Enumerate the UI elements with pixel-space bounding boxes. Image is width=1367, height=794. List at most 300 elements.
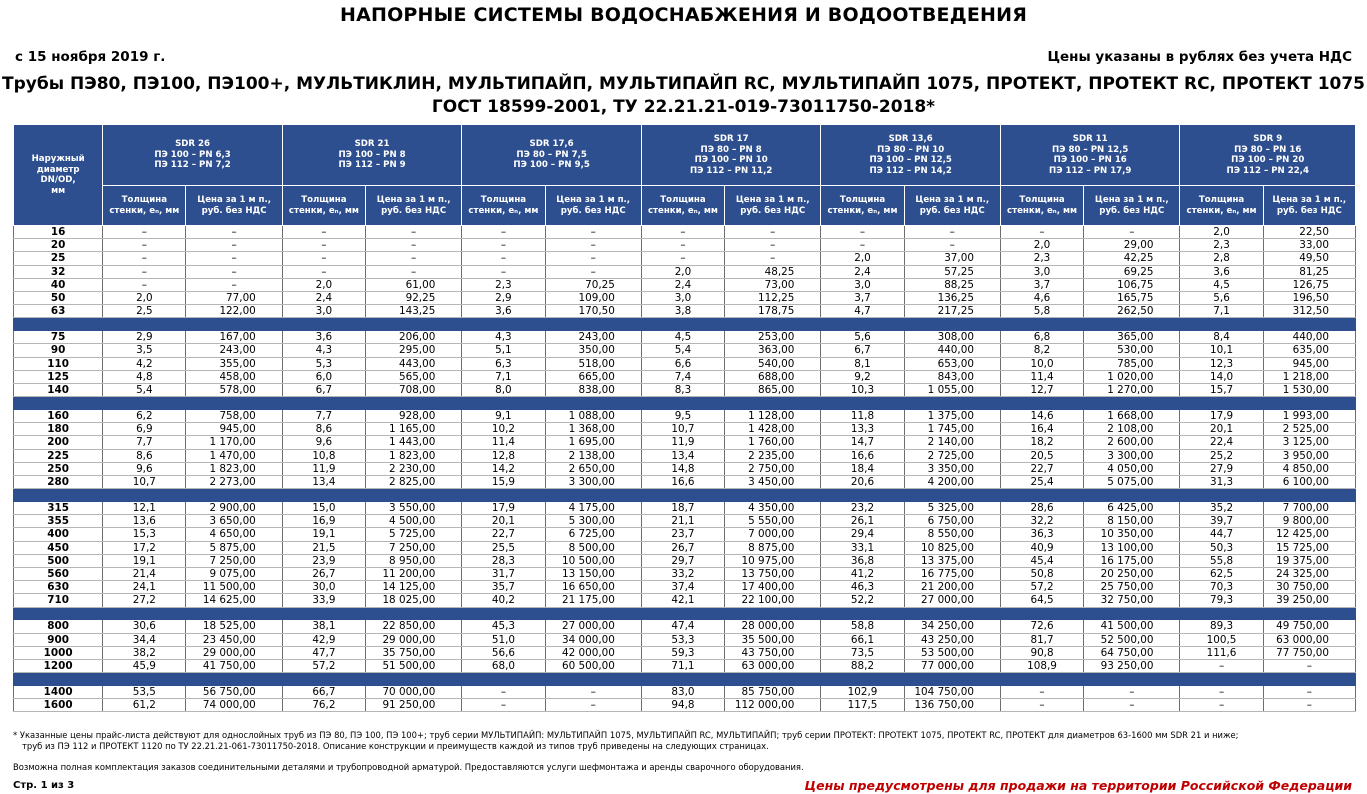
price-cell: –	[186, 239, 282, 252]
price-cell: 2 140,00	[904, 436, 1000, 449]
thickness-cell: 12,8	[462, 449, 545, 462]
thickness-cell: 53,5	[103, 686, 186, 699]
price-cell: 35 750,00	[365, 646, 461, 659]
price-cell: 17 400,00	[725, 581, 821, 594]
thickness-cell: 3,6	[462, 305, 545, 318]
price-cell: 34 250,00	[904, 620, 1000, 633]
price-cell: –	[365, 252, 461, 265]
thickness-cell: 32,2	[1000, 515, 1083, 528]
thickness-cell: –	[462, 265, 545, 278]
thickness-cell: 16,6	[641, 476, 724, 489]
thickness-cell: –	[103, 252, 186, 265]
thickness-cell: 5,8	[1000, 305, 1083, 318]
price-cell: 8 950,00	[365, 554, 461, 567]
thickness-cell: 9,1	[462, 410, 545, 423]
thickness-cell: 19,1	[103, 554, 186, 567]
price-cell: 122,00	[186, 305, 282, 318]
price-cell: 758,00	[186, 410, 282, 423]
thickness-cell: 7,7	[103, 436, 186, 449]
thickness-cell: 20,6	[821, 476, 904, 489]
thickness-cell: 27,2	[103, 594, 186, 607]
price-cell: 49 750,00	[1263, 620, 1355, 633]
price-cell: 1 470,00	[186, 449, 282, 462]
thickness-cell: 9,5	[641, 410, 724, 423]
thickness-cell: 25,5	[462, 541, 545, 554]
price-cell: 30 750,00	[1263, 581, 1355, 594]
header-sdr-group: SDR 21 ПЭ 100 – PN 8 ПЭ 112 – PN 9	[282, 125, 462, 186]
price-cell: 355,00	[186, 357, 282, 370]
price-cell: 48,25	[725, 265, 821, 278]
price-cell: 1 020,00	[1084, 370, 1180, 383]
thickness-cell: 42,1	[641, 594, 724, 607]
thickness-cell: 35,2	[1180, 502, 1263, 515]
thickness-cell: –	[1000, 699, 1083, 712]
thickness-cell: 66,7	[282, 686, 365, 699]
price-cell: 39 250,00	[1263, 594, 1355, 607]
thickness-cell: 45,4	[1000, 554, 1083, 567]
table-row	[14, 620, 1356, 633]
price-cell: 945,00	[186, 423, 282, 436]
thickness-cell: 12,7	[1000, 384, 1083, 397]
diameter-cell: 200	[14, 436, 103, 449]
price-cell: 8 550,00	[904, 528, 1000, 541]
thickness-cell: 66,1	[821, 633, 904, 646]
price-cell: 22,50	[1263, 226, 1355, 239]
diameter-cell: 16	[14, 226, 103, 239]
price-cell: –	[1263, 686, 1355, 699]
price-cell: 18 025,00	[365, 594, 461, 607]
price-cell: 565,00	[365, 370, 461, 383]
price-cell: 5 300,00	[545, 515, 641, 528]
header-sdr-group: SDR 26 ПЭ 100 – PN 6,3 ПЭ 112 – PN 7,2	[103, 125, 283, 186]
price-cell: 106,75	[1084, 278, 1180, 291]
thickness-cell: 13,4	[282, 476, 365, 489]
diameter-cell: 560	[14, 568, 103, 581]
thickness-cell: 53,3	[641, 633, 724, 646]
table-row	[14, 541, 1356, 554]
table-row	[14, 515, 1356, 528]
header-sdr-group: SDR 9 ПЭ 80 – PN 16 ПЭ 100 – PN 20 ПЭ 112 – PN 22,4	[1180, 125, 1356, 186]
price-cell: 5 075,00	[1084, 476, 1180, 489]
diameter-cell: 140	[14, 384, 103, 397]
price-cell: 458,00	[186, 370, 282, 383]
price-cell: 70 000,00	[365, 686, 461, 699]
price-cell: 22 100,00	[725, 594, 821, 607]
table-row	[14, 449, 1356, 462]
price-cell: 10 975,00	[725, 554, 821, 567]
price-cell: 49,50	[1263, 252, 1355, 265]
thickness-cell: –	[641, 239, 724, 252]
thickness-cell: 61,2	[103, 699, 186, 712]
price-cell: –	[365, 265, 461, 278]
thickness-cell: 26,7	[282, 568, 365, 581]
thickness-cell: 23,2	[821, 502, 904, 515]
header-sdr-group: SDR 11 ПЭ 80 – PN 12,5 ПЭ 100 – PN 16 ПЭ 112 – PN 17,9	[1000, 125, 1180, 186]
price-cell: 16 650,00	[545, 581, 641, 594]
price-cell: 29,00	[1084, 239, 1180, 252]
thickness-cell: 14,8	[641, 462, 724, 475]
price-cell: –	[1263, 660, 1355, 673]
price-cell: 81,25	[1263, 265, 1355, 278]
price-cell: 27 000,00	[545, 620, 641, 633]
price-cell: 1 823,00	[186, 462, 282, 475]
price-cell: 167,00	[186, 331, 282, 344]
header-sdr-group: SDR 17 ПЭ 80 – PN 8 ПЭ 100 – PN 10 ПЭ 112 – PN 11,2	[641, 125, 821, 186]
price-cell: –	[1263, 699, 1355, 712]
thickness-cell: –	[462, 699, 545, 712]
price-cell: 217,25	[904, 305, 1000, 318]
price-cell: 6 100,00	[1263, 476, 1355, 489]
price-cell: 3 300,00	[1084, 449, 1180, 462]
group-separator	[14, 489, 1356, 502]
price-cell: 13 375,00	[904, 554, 1000, 567]
thickness-cell: 7,4	[641, 370, 724, 383]
table-row	[14, 423, 1356, 436]
diameter-cell: 450	[14, 541, 103, 554]
thickness-cell: 8,3	[641, 384, 724, 397]
header-sdr-group: SDR 17,6 ПЭ 80 – PN 7,5 ПЭ 100 – PN 9,5	[462, 125, 642, 186]
price-cell: 27 000,00	[904, 594, 1000, 607]
price-cell: 170,50	[545, 305, 641, 318]
price-cell: 136,25	[904, 292, 1000, 305]
table-row	[14, 502, 1356, 515]
price-cell: 243,00	[545, 331, 641, 344]
thickness-cell: 11,8	[821, 410, 904, 423]
price-cell: –	[365, 226, 461, 239]
diameter-cell: 1600	[14, 699, 103, 712]
thickness-cell: 10,7	[103, 476, 186, 489]
price-cell: 63 000,00	[725, 660, 821, 673]
price-cell: 136 750,00	[904, 699, 1000, 712]
thickness-cell: 57,2	[282, 660, 365, 673]
price-cell: 350,00	[545, 344, 641, 357]
price-cell: 253,00	[725, 331, 821, 344]
price-cell: 10 500,00	[545, 554, 641, 567]
thickness-cell: –	[462, 252, 545, 265]
price-cell: 653,00	[904, 357, 1000, 370]
thickness-cell: 40,2	[462, 594, 545, 607]
price-cell: 295,00	[365, 344, 461, 357]
price-cell: 70,25	[545, 278, 641, 291]
thickness-cell: 10,8	[282, 449, 365, 462]
price-cell: 12 425,00	[1263, 528, 1355, 541]
diameter-cell: 32	[14, 265, 103, 278]
price-cell: –	[1084, 686, 1180, 699]
thickness-cell: 11,9	[282, 462, 365, 475]
price-cell: 7 700,00	[1263, 502, 1355, 515]
thickness-cell: 26,7	[641, 541, 724, 554]
price-cell: 4 650,00	[186, 528, 282, 541]
thickness-cell: –	[641, 252, 724, 265]
price-cell: 93 250,00	[1084, 660, 1180, 673]
price-cell: –	[725, 252, 821, 265]
price-cell: 1 745,00	[904, 423, 1000, 436]
thickness-cell: 37,4	[641, 581, 724, 594]
price-cell: 1 428,00	[725, 423, 821, 436]
price-cell: 69,25	[1084, 265, 1180, 278]
price-cell: 29 000,00	[365, 633, 461, 646]
price-cell: 688,00	[725, 370, 821, 383]
diameter-cell: 20	[14, 239, 103, 252]
price-cell: 540,00	[725, 357, 821, 370]
diameter-cell: 63	[14, 305, 103, 318]
thickness-cell: 58,8	[821, 620, 904, 633]
price-cell: 14 125,00	[365, 581, 461, 594]
thickness-cell: 6,8	[1000, 331, 1083, 344]
price-cell: 708,00	[365, 384, 461, 397]
thickness-cell: 55,8	[1180, 554, 1263, 567]
thickness-cell: 50,3	[1180, 541, 1263, 554]
price-cell: 6 725,00	[545, 528, 641, 541]
thickness-cell: 46,3	[821, 581, 904, 594]
price-cell: 34 000,00	[545, 633, 641, 646]
diameter-cell: 75	[14, 331, 103, 344]
price-cell: 1 218,00	[1263, 370, 1355, 383]
table-row	[14, 410, 1356, 423]
thickness-cell: 4,3	[282, 344, 365, 357]
price-cell: 28 000,00	[725, 620, 821, 633]
thickness-cell: 8,1	[821, 357, 904, 370]
price-cell: 312,50	[1263, 305, 1355, 318]
header-price-per-meter: Цена за 1 м п., руб. без НДС	[545, 186, 641, 226]
price-cell: 18 525,00	[186, 620, 282, 633]
price-cell: –	[365, 239, 461, 252]
thickness-cell: 20,1	[462, 515, 545, 528]
price-cell: 2 235,00	[725, 449, 821, 462]
price-cell: 1 270,00	[1084, 384, 1180, 397]
thickness-cell: 8,0	[462, 384, 545, 397]
price-cell: 2 525,00	[1263, 423, 1355, 436]
price-cell: 838,00	[545, 384, 641, 397]
thickness-cell: –	[103, 278, 186, 291]
thickness-cell: 12,3	[1180, 357, 1263, 370]
thickness-cell: 6,7	[821, 344, 904, 357]
price-cell: 13 150,00	[545, 568, 641, 581]
thickness-cell: 5,3	[282, 357, 365, 370]
price-cell: 42,25	[1084, 252, 1180, 265]
thickness-cell: 3,0	[821, 278, 904, 291]
thickness-cell: 108,9	[1000, 660, 1083, 673]
table-row	[14, 226, 1356, 239]
price-cell: 22 850,00	[365, 620, 461, 633]
thickness-cell: 26,1	[821, 515, 904, 528]
price-cell: –	[1084, 699, 1180, 712]
price-cell: 1 055,00	[904, 384, 1000, 397]
thickness-cell: 2,4	[641, 278, 724, 291]
diameter-cell: 500	[14, 554, 103, 567]
table-row	[14, 344, 1356, 357]
price-cell: 63 000,00	[1263, 633, 1355, 646]
thickness-cell: 3,6	[282, 331, 365, 344]
header-price-per-meter: Цена за 1 м п., руб. без НДС	[1084, 186, 1180, 226]
thickness-cell: 18,7	[641, 502, 724, 515]
thickness-cell: 31,3	[1180, 476, 1263, 489]
footnote-scope: * Указанные цены прайс-листа действуют для однослойных труб из ПЭ 80, ПЭ 100, ПЭ 100+; труб серии МУЛЬТИПАЙП: МУЛЬТИПАЙП 1075, МУЛЬТИПАЙП RC, МУЛЬТИПАЙП; труб серии ПРОТЕКТ: ПРОТЕКТ 1075, ПРОТЕКТ RC, ПРОТЕКТ для диаметров 63-1600 мм SDR 21 и ниже;	[13, 730, 1239, 740]
thickness-cell: 29,4	[821, 528, 904, 541]
thickness-cell: 51,0	[462, 633, 545, 646]
diameter-cell: 800	[14, 620, 103, 633]
price-cell: 73,00	[725, 278, 821, 291]
effective-date: с 15 ноября 2019 г.	[15, 49, 166, 65]
thickness-cell: 73,5	[821, 646, 904, 659]
diameter-cell: 710	[14, 594, 103, 607]
thickness-cell: –	[103, 239, 186, 252]
price-cell: 2 273,00	[186, 476, 282, 489]
table-row	[14, 278, 1356, 291]
price-cell: 14 625,00	[186, 594, 282, 607]
price-cell: 20 250,00	[1084, 568, 1180, 581]
thickness-cell: 9,6	[103, 462, 186, 475]
header-wall-thickness: Толщина стенки, eₙ, мм	[103, 186, 186, 226]
price-cell: 1 088,00	[545, 410, 641, 423]
thickness-cell: 31,7	[462, 568, 545, 581]
table-row	[14, 384, 1356, 397]
thickness-cell: –	[1180, 660, 1263, 673]
thickness-cell: 2,3	[1180, 239, 1263, 252]
thickness-cell: 21,1	[641, 515, 724, 528]
table-row	[14, 594, 1356, 607]
table-row	[14, 646, 1356, 659]
group-separator	[14, 673, 1356, 686]
price-cell: 1 695,00	[545, 436, 641, 449]
price-cell: –	[545, 226, 641, 239]
diameter-cell: 90	[14, 344, 103, 357]
price-cell: –	[904, 239, 1000, 252]
price-cell: 13 100,00	[1084, 541, 1180, 554]
thickness-cell: 13,6	[103, 515, 186, 528]
thickness-cell: 3,0	[641, 292, 724, 305]
price-cell: 2 750,00	[725, 462, 821, 475]
price-cell: 41 750,00	[186, 660, 282, 673]
price-cell: 518,00	[545, 357, 641, 370]
price-cell: –	[904, 226, 1000, 239]
diameter-cell: 250	[14, 462, 103, 475]
thickness-cell: 40,9	[1000, 541, 1083, 554]
thickness-cell: 17,2	[103, 541, 186, 554]
price-cell: 5 550,00	[725, 515, 821, 528]
thickness-cell: 6,9	[103, 423, 186, 436]
thickness-cell: 10,2	[462, 423, 545, 436]
thickness-cell: –	[462, 686, 545, 699]
table-row	[14, 292, 1356, 305]
footnote-services: Возможна полная комплектация заказов соединительными деталями и трубопроводной арматурой. Предоставляются услуги шефмонтажа и аренды сварочного оборудования.	[13, 762, 804, 772]
price-cell: 57,25	[904, 265, 1000, 278]
thickness-cell: 4,5	[1180, 278, 1263, 291]
region-note: Цены предусмотрены для продажи на территории Российской Федерации	[804, 778, 1352, 793]
thickness-cell: 11,9	[641, 436, 724, 449]
thickness-cell: –	[821, 226, 904, 239]
thickness-cell: 23,9	[282, 554, 365, 567]
thickness-cell: 111,6	[1180, 646, 1263, 659]
table-row	[14, 357, 1356, 370]
price-cell: 443,00	[365, 357, 461, 370]
diameter-cell: 25	[14, 252, 103, 265]
price-cell: 578,00	[186, 384, 282, 397]
thickness-cell: 102,9	[821, 686, 904, 699]
price-cell: –	[545, 699, 641, 712]
thickness-cell: 3,7	[821, 292, 904, 305]
thickness-cell: 15,7	[1180, 384, 1263, 397]
price-cell: 16 775,00	[904, 568, 1000, 581]
thickness-cell: 34,4	[103, 633, 186, 646]
page-number: Стр. 1 из 3	[13, 780, 75, 791]
price-cell: 56 750,00	[186, 686, 282, 699]
thickness-cell: 7,1	[1180, 305, 1263, 318]
diameter-cell: 225	[14, 449, 103, 462]
thickness-cell: 11,4	[462, 436, 545, 449]
price-cell: 4 200,00	[904, 476, 1000, 489]
price-cell: –	[545, 239, 641, 252]
thickness-cell: 68,0	[462, 660, 545, 673]
price-cell: 2 725,00	[904, 449, 1000, 462]
thickness-cell: 28,3	[462, 554, 545, 567]
thickness-cell: 16,6	[821, 449, 904, 462]
thickness-cell: 2,9	[103, 331, 186, 344]
price-cell: 77 000,00	[904, 660, 1000, 673]
price-cell: 4 850,00	[1263, 462, 1355, 475]
thickness-cell: 3,6	[1180, 265, 1263, 278]
thickness-cell: 30,0	[282, 581, 365, 594]
table-row	[14, 305, 1356, 318]
thickness-cell: 5,4	[641, 344, 724, 357]
table-row	[14, 699, 1356, 712]
thickness-cell: 2,0	[821, 252, 904, 265]
header-price-per-meter: Цена за 1 м п., руб. без НДС	[365, 186, 461, 226]
price-cell: 13 750,00	[725, 568, 821, 581]
price-cell: 74 000,00	[186, 699, 282, 712]
product-list-heading: Трубы ПЭ80, ПЭ100, ПЭ100+, МУЛЬТИКЛИН, МУЛЬТИПАЙП, МУЛЬТИПАЙП RC, МУЛЬТИПАЙП 1075, ПРОТЕКТ, ПРОТЕКТ RC, ПРОТЕКТ 1075	[1, 74, 1366, 94]
price-cell: 945,00	[1263, 357, 1355, 370]
price-cell: 2 900,00	[186, 502, 282, 515]
price-cell: 196,50	[1263, 292, 1355, 305]
thickness-cell: 2,4	[821, 265, 904, 278]
thickness-cell: 57,2	[1000, 581, 1083, 594]
price-cell: 23 450,00	[186, 633, 282, 646]
thickness-cell: 28,6	[1000, 502, 1083, 515]
currency-note: Цены указаны в рублях без учета НДС	[1047, 49, 1352, 65]
thickness-cell: 42,9	[282, 633, 365, 646]
group-separator	[14, 607, 1356, 620]
table-row	[14, 252, 1356, 265]
price-cell: –	[186, 278, 282, 291]
thickness-cell: –	[641, 226, 724, 239]
price-cell: 363,00	[725, 344, 821, 357]
thickness-cell: 13,3	[821, 423, 904, 436]
table-row	[14, 554, 1356, 567]
price-cell: 112 000,00	[725, 699, 821, 712]
thickness-cell: 15,9	[462, 476, 545, 489]
header-sdr-group: SDR 13,6 ПЭ 80 – PN 10 ПЭ 100 – PN 12,5 ПЭ 112 – PN 14,2	[821, 125, 1001, 186]
thickness-cell: 7,1	[462, 370, 545, 383]
thickness-cell: 94,8	[641, 699, 724, 712]
thickness-cell: 2,5	[103, 305, 186, 318]
standards-heading: ГОСТ 18599-2001, ТУ 22.21.21-019-73011750-2018*	[431, 97, 936, 117]
price-cell: 843,00	[904, 370, 1000, 383]
thickness-cell: 90,8	[1000, 646, 1083, 659]
thickness-cell: 3,0	[282, 305, 365, 318]
price-cell: 16 175,00	[1084, 554, 1180, 567]
group-separator	[14, 318, 1356, 331]
price-cell: 3 125,00	[1263, 436, 1355, 449]
price-cell: 21 200,00	[904, 581, 1000, 594]
thickness-cell: 70,3	[1180, 581, 1263, 594]
table-row	[14, 633, 1356, 646]
price-cell: 2 600,00	[1084, 436, 1180, 449]
diameter-cell: 355	[14, 515, 103, 528]
price-cell: 43 250,00	[904, 633, 1000, 646]
thickness-cell: 8,6	[282, 423, 365, 436]
header-outer-diameter: Наружный диаметр DN/OD, мм	[14, 125, 103, 226]
